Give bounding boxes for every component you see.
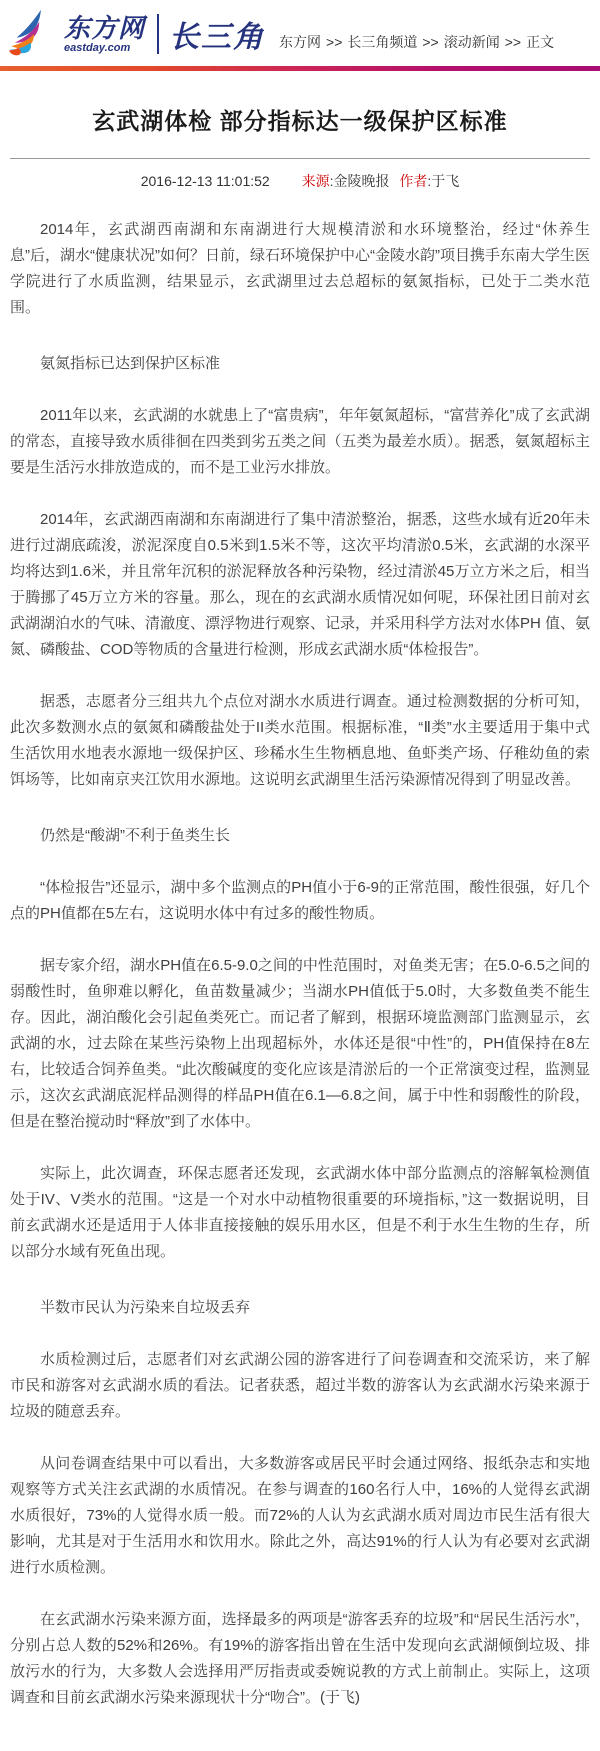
- article-paragraph: 据悉，志愿者分三组共九个点位对湖水水质进行调查。通过检测数据的分析可知，此次多数测水点的氨氮和磷酸盐处于II类水范围。根据标准，“Ⅱ类”水主要适用于集中式生活饮用水地表水源地一级保护区、珍稀水生生物栖息地、鱼虾类产场、仔稚幼鱼的索饵场等，比如南京夹江饮用水源地。这说明玄武湖里生活污染源情况得到了明显改善。: [10, 693, 590, 788]
- site-logo[interactable]: [8, 8, 265, 60]
- breadcrumb-item-channel[interactable]: 长三角频道: [347, 34, 418, 50]
- breadcrumb-item-home[interactable]: 东方网: [279, 34, 322, 50]
- breadcrumb-item-current[interactable]: 正文: [526, 34, 555, 50]
- source-colon: :: [329, 173, 334, 189]
- article-subheading: 半数市民认为污染来自垃圾丢弃: [40, 1299, 251, 1316]
- author-value: 于飞: [431, 173, 460, 189]
- author-label: 作者: [399, 173, 428, 189]
- breadcrumb-separator: >>: [504, 34, 522, 50]
- article-subheading: 氨氮指标已达到保护区标准: [40, 355, 221, 372]
- article-paragraph: 水质检测过后，志愿者们对玄武湖公园的游客进行了问卷调查和交流采访，来了解市民和游客对玄武湖水质的看法。记者获悉，超过半数的游客认为玄武湖水污染来源于垃圾的随意丢弃。: [10, 1351, 590, 1420]
- site-header: [0, 0, 600, 66]
- article-subheading: 仍然是“酸湖”不利于鱼类生长: [40, 827, 230, 844]
- source-label: 来源: [301, 173, 330, 189]
- article-body: [10, 217, 590, 1751]
- breadcrumb-item-rolling-news[interactable]: 滚动新闻: [443, 34, 500, 50]
- header-gradient-rule: [0, 66, 600, 71]
- breadcrumb-separator: >>: [326, 34, 343, 50]
- article-paragraph: 2014年，玄武湖西南湖和东南湖进行了集中清淤整治，据悉，这些水域有近20年未进行过湖底疏浚，淤泥深度自0.5米到1.5米不等，这次平均清淤0.5米，玄武湖的水深平均将达到1.6米，并且常年沉积的淤泥释放各种污染物，经过清淤45万立方米之后，相当于腾挪了45万立方米的容量。那么，现在的玄武湖水质情况如何呢，环保社团日前对玄武湖湖泊水的气味、清澈度、漂浮物进行观察、记录，并采用科学方法对水体PH 值、氨氮、磷酸盐、COD等物质的含量进行检测，形成玄武湖水质“体检报告”。: [10, 511, 591, 658]
- article-paragraph: 在玄武湖水污染来源方面，选择最多的两项是“游客丢弃的垃圾”和“居民生活污水”，分别占总人数的52%和26%。有19%的游客指出曾在生活中发现向玄武湖倾倒垃圾、排放污水的行为，大多数人会选择用严厉指责或委婉说教的方式上前制止。实际上，这项调查和目前玄武湖水污染来源现状十分“吻合”。(于飞): [10, 1611, 590, 1706]
- logo-site-name: 东方网: [64, 12, 146, 43]
- article-datetime: 2016-12-13 11:01:52: [140, 173, 270, 189]
- author-colon: :: [427, 173, 432, 189]
- logo-section-name: 长三角: [169, 21, 266, 54]
- title-divider: [10, 158, 590, 159]
- article-paragraph: 2014年，玄武湖西南湖和东南湖进行大规模清淤和水环境整治，经过“休养生息”后，湖水“健康状况”如何？日前，绿石环境保护中心“金陵水韵”项目携手东南大学生医学院进行了水质监测，结果显示，玄武湖里过去总超标的氨氮指标，已处于二类水范围。: [10, 221, 590, 316]
- article-paragraph: 据专家介绍，湖水PH值在6.5-9.0之间的中性范围时，对鱼类无害；在5.0-6.5之间的弱酸性时，鱼卵难以孵化，鱼苗数量减少；当湖水PH值低于5.0时，大多数鱼类不能生存。因此，湖泊酸化会引起鱼类死亡。而记者了解到，根据环境监测部门监测显示，玄武湖的水，过去除在某些污染物上出现超标外，水体还是很“中性”的，PH值保持在8左右，比较适合饲养鱼类。“此次酸碱度的变化应该是清淤后的一个正常演变过程，监测显示，这次玄武湖底泥样品测得的样品PH值在6.1—6.8之间，属于中性和弱酸性的阶段，但是在整治搅动时“释放”到了水体中。: [10, 957, 590, 1130]
- article-paragraph: 实际上，此次调查，环保志愿者还发现，玄武湖水体中部分监测点的溶解氧检测值处于IV、V类水的范围。“这是一个对水中动植物很重要的环境指标，”这一数据说明，目前玄武湖水还是适用于人体非直接接触的娱乐用水区，但是不利于水生生物的生存，所以部分水域有死鱼出现。: [10, 1165, 590, 1260]
- article-paragraph: 2011年以来，玄武湖的水就患上了“富贵病”，年年氨氮超标，“富营养化”成了玄武湖的常态，直接导致水质徘徊在四类到劣五类之间（五类为最差水质）。据悉，氨氮超标主要是生活污水排放造成的，而不是工业污水排放。: [10, 407, 590, 476]
- logo-site-domain: eastday.com: [64, 41, 131, 54]
- article-paragraph: 从问卷调查结果中可以看出，大多数游客或居民平时会通过网络、报纸杂志和实地观察等方式关注玄武湖的水质情况。在参与调查的160名行人中，16%的人觉得玄武湖水质很好，73%的人觉得水质一般。而72%的人认为玄武湖水质对周边市民生活有很大影响，尤其是对于生活用水和饮用水。除此之外，高达91%的行人认为有必要对玄武湖进行水质检测。: [10, 1455, 590, 1576]
- article-paragraph: “体检报告”还显示，湖中多个监测点的PH值小于6-9的正常范围，酸性很强，好几个点的PH值都在5左右，这说明水体中有过多的酸性物质。: [10, 879, 590, 922]
- article-title: 玄武湖体检 部分指标达一级保护区标准: [92, 108, 508, 134]
- article-meta: [10, 171, 590, 191]
- source-value: 金陵晚报: [333, 173, 390, 189]
- logo-text-block: [64, 12, 146, 54]
- breadcrumb-separator: >>: [422, 34, 439, 50]
- logo-divider: [157, 14, 159, 54]
- eastday-swoosh-icon: [8, 8, 60, 60]
- breadcrumb: [279, 32, 554, 60]
- article: [0, 103, 600, 1751]
